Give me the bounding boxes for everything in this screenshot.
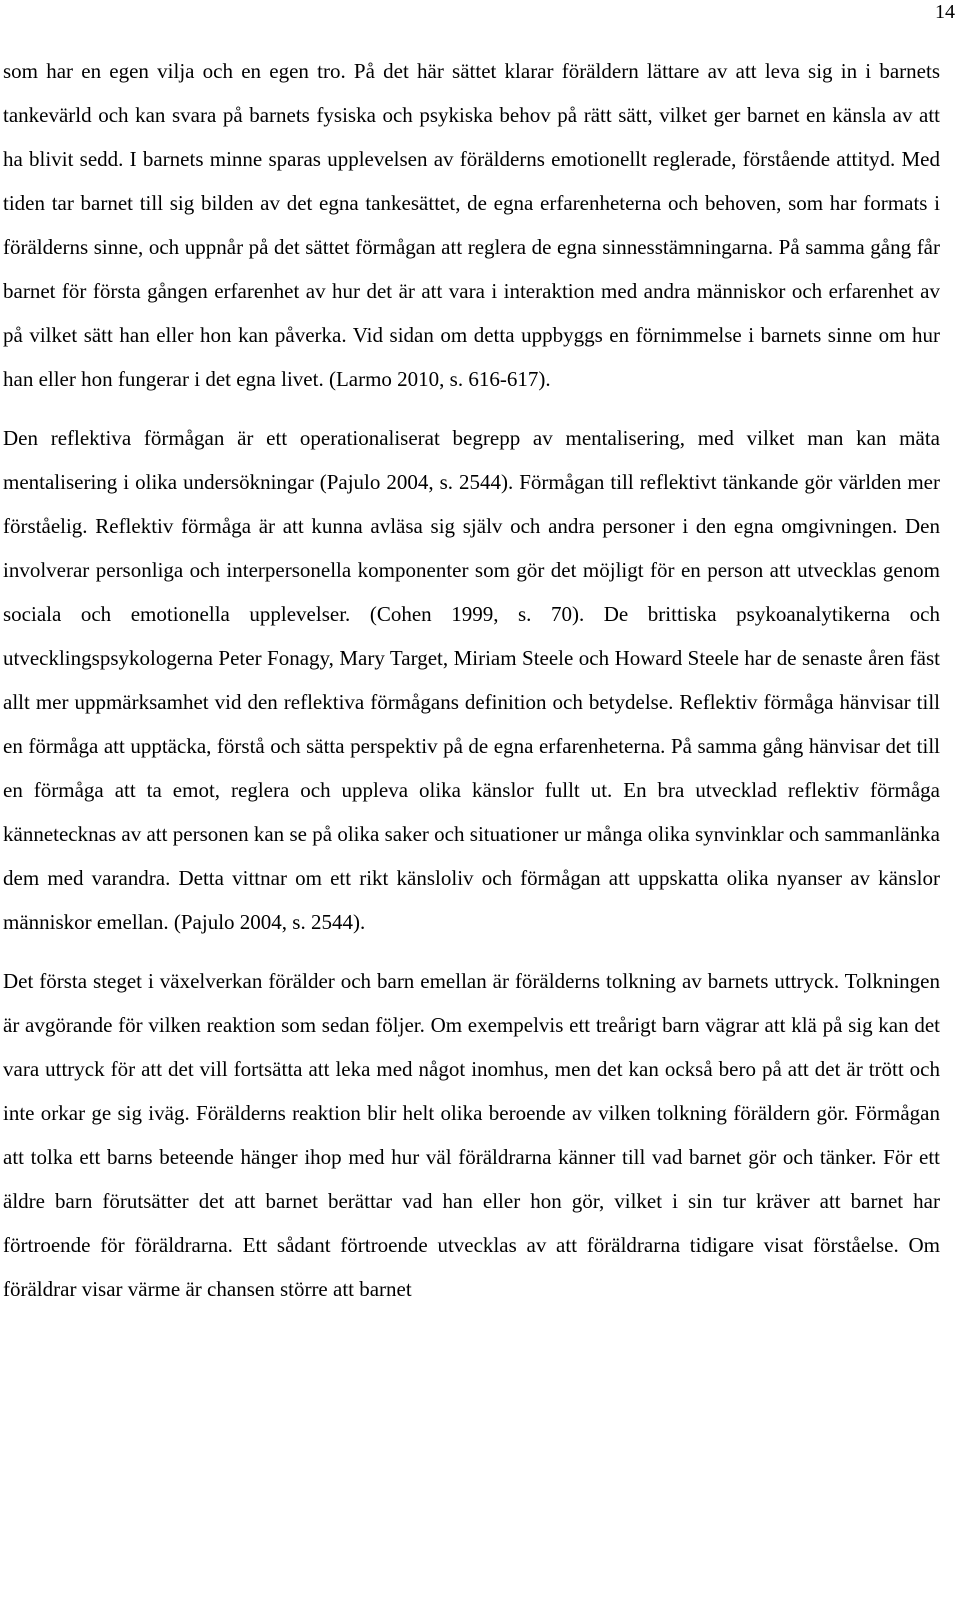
page-number: 14 <box>935 1 955 23</box>
paragraph-1: som har en egen vilja och en egen tro. På det här sättet klarar föräldern lättare av att leva sig in i barnets tankevärld och kan svara på barnets fysiska och psykiska behov på rätt sätt, vilket ger barnet en känsla av att ha blivit sedd. I barnets minne sparas upplevelsen av förälderns emotionellt reglerade, förstående attityd. Med tiden tar barnet till sig bilden av det egna tankesättet, de egna erfarenheterna och behoven, som har formats i förälderns sinne, och uppnår på det sättet förmågan att reglera de egna sinnesstämningarna. På samma gång får barnet för första gången erfarenhet av hur det är att vara i interaktion med andra människor och erfarenhet av på vilket sätt han eller hon kan påverka. Vid sidan om detta uppbyggs en förnimmelse i barnets sinne om hur han eller hon fungerar i det egna livet. (Larmo 2010, s. 616-617). <box>3 59 940 391</box>
paragraph-2: Den reflektiva förmågan är ett operationaliserat begrepp av mentalisering, med vilket man kan mäta mentalisering i olika undersökningar (Pajulo 2004, s. 2544). Förmågan till reflektivt tänkande gör världen mer förståelig. Reflektiv förmåga är att kunna avläsa sig själv och andra personer i den egna omgivningen. Den involverar personliga och interpersonella komponenter som gör det möjligt för en person att utvecklas genom sociala och emotionella upplevelser. (Cohen 1999, s. 70). De brittiska psykoanalytikerna och utvecklingspsykologerna Peter Fonagy, Mary Target, Miriam Steele och Howard Steele har de senaste åren fäst allt mer uppmärksamhet vid den reflektiva förmågans definition och betydelse. Reflektiv förmåga hänvisar till en förmåga att upptäcka, förstå och sätta perspektiv på de egna erfarenheterna. På samma gång hänvisar det till en förmåga att ta emot, reglera och uppleva olika känslor fullt ut. En bra utvecklad reflektiv förmåga kännetecknas av att personen kan se på olika saker och situationer ur många olika synvinklar och sammanlänka dem med varandra. Detta vittnar om ett rikt känsloliv och förmågan att uppskatta olika nyanser av känslor människor emellan. (Pajulo 2004, s. 2544). <box>3 426 940 934</box>
paragraph-3: Det första steget i växelverkan förälder och barn emellan är förälderns tolkning av barnets uttryck. Tolkningen är avgörande för vilken reaktion som sedan följer. Om exempelvis ett treårigt barn vägrar att klä på sig kan det vara uttryck för att det vill fortsätta att leka med något inomhus, men det kan också bero på att det är trött och inte orkar ge sig iväg. Förälderns reaktion blir helt olika beroende av vilken tolkning föräldern gör. Förmågan att tolka ett barns beteende hänger ihop med hur väl föräldrarna känner till vad barnet gör och tänker. För ett äldre barn förutsätter det att barnet berättar vad han eller hon gör, vilket i sin tur kräver att barnet har förtroende för föräldrarna. Ett sådant förtroende utvecklas av att föräldrarna tidigare visat förståelse. Om föräldrar visar värme är chansen större att barnet <box>3 969 940 1301</box>
document-body <box>3 49 940 1311</box>
